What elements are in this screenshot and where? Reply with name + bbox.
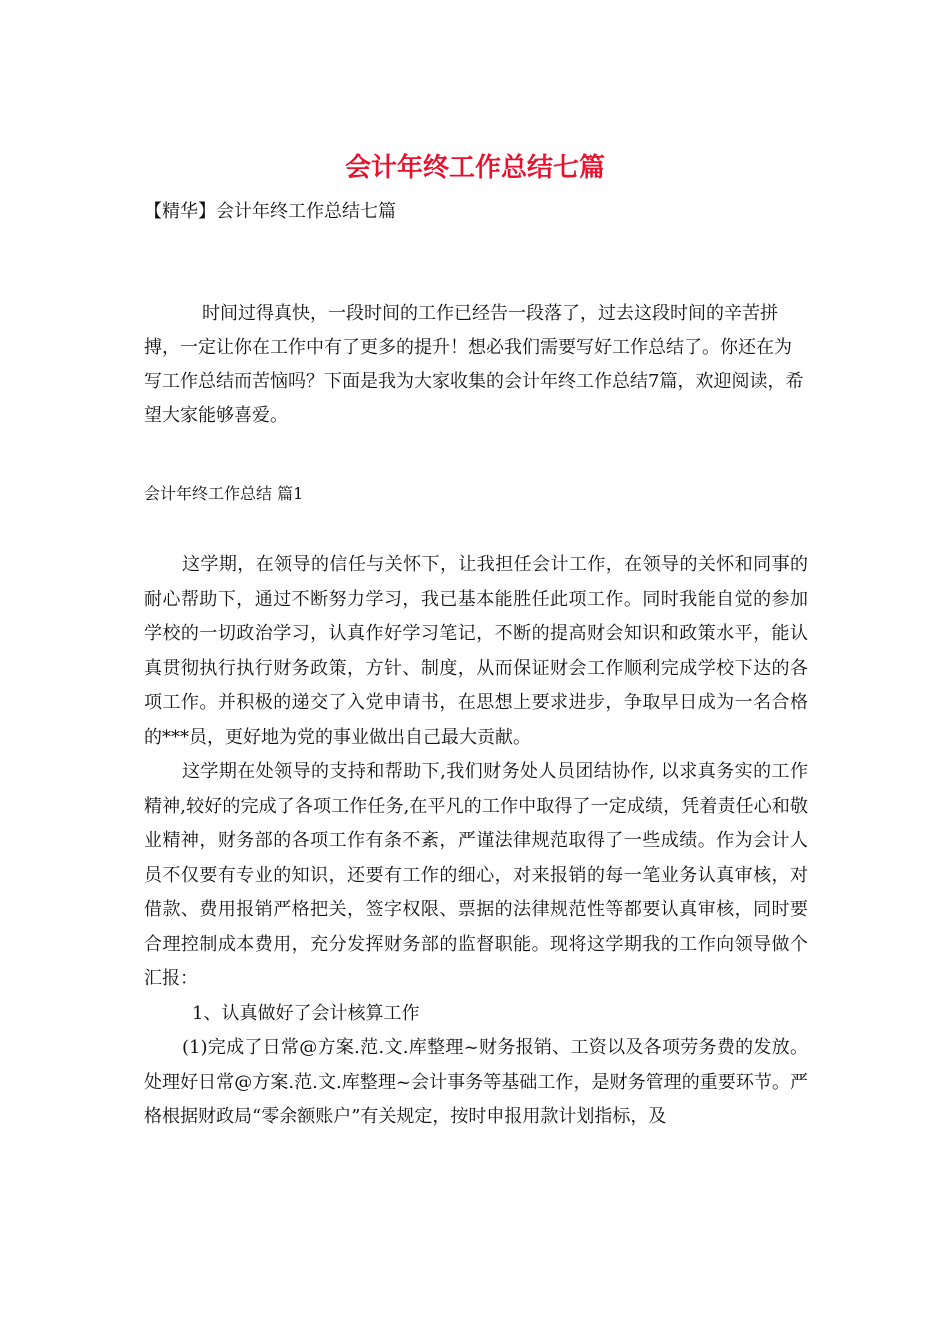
section-body — [144, 548, 808, 1135]
list-item-heading: 1、认真做好了会计核算工作 — [192, 1002, 420, 1024]
body-paragraph: 这学期在处领导的支持和帮助下,我们财务处人员团结协作, 以求真务实的工作精神,较好的完成了各项工作任务,在平凡的工作中取得了一定成绩，凭着责任心和敬业精神，财务部的各项工作有条不紊，严谨法律规范取得了一些成绩。作为会计人员不仅要有专业的知识，还要有工作的细心，对来报销的每一笔业务认真审核，对借款、费用报销严格把关，签字权限、票据的法律规范性等都要认真审核，同时要合理控制成本费用，充分发挥财务部的监督职能。现将这学期我的工作向领导做个汇报： — [144, 761, 808, 989]
intro-paragraph: 时间过得真快，一段时间的工作已经告一段落了，过去这段时间的辛苦拼搏，一定让你在工作中有了更多的提升！想必我们需要写好工作总结了。你还在为写工作总结而苦恼吗？下面是我为大家收集的会计年终工作总结7篇，欢迎阅读，希望大家能够喜爱。 — [144, 303, 804, 426]
section-heading: 会计年终工作总结 篇1 — [144, 484, 304, 503]
document-title: 会计年终工作总结七篇 — [344, 153, 605, 183]
body-paragraph: 这学期，在领导的信任与关怀下，让我担任会计工作，在领导的关怀和同事的耐心帮助下，通过不断努力学习，我已基本能胜任此项工作。同时我能自觉的参加学校的一切政治学习，认真作好学习笔记，不断的提高财会知识和政策水平，能认真贯彻执行执行财务政策，方针、制度，从而保证财会工作顺利完成学校下达的各项工作。并积极的递交了入党申请书，在思想上要求进步，争取早日成为一名合格的***员，更好地为党的事业做出自己最大贡献。 — [144, 554, 808, 748]
document-subtitle: 【精华】会计年终工作总结七篇 — [144, 201, 396, 222]
body-paragraph: (1)完成了日常@方案.范.文.库整理~财务报销、工资以及各项劳务费的发放。处理好日常@方案.范.文.库整理~会计事务等基础工作，是财务管理的重要环节。严格根据财政局“零余额账户”有关规定，按时申报用款计划指标，及 — [144, 1037, 808, 1127]
